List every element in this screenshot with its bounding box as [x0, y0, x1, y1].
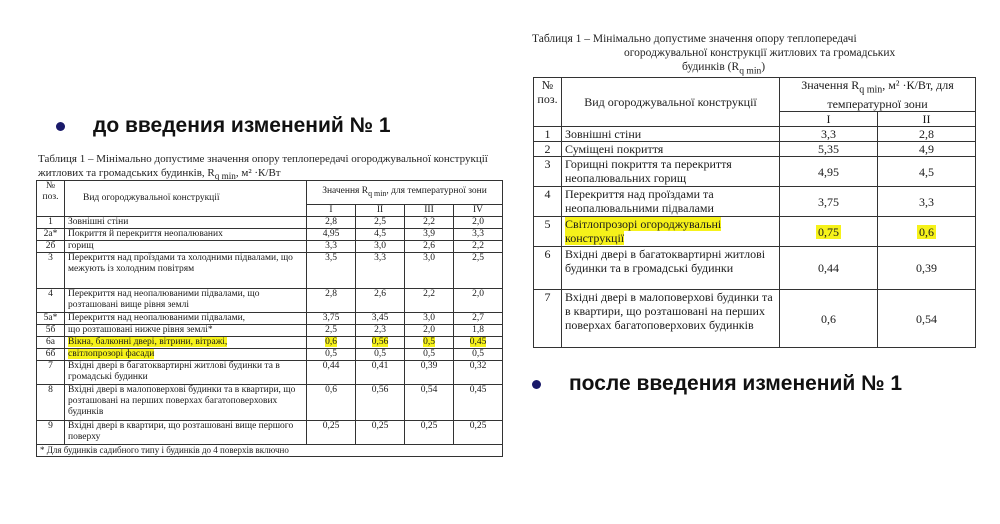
before-label-text: до введения изменений № 1: [93, 114, 391, 137]
row-type-text: горищ: [68, 241, 94, 251]
bullet-icon: [56, 122, 65, 131]
row-value-zone-2: [356, 313, 405, 325]
row-value-text: 0,56: [371, 337, 389, 347]
right-header-pos: № поз.: [534, 78, 562, 127]
table-row: [37, 337, 503, 349]
left-header-values-sub: q min: [368, 188, 387, 198]
row-value-zone-2: [878, 290, 976, 348]
row-value-zone-3: [405, 421, 454, 445]
row-type: [65, 241, 307, 253]
left-header-values-text: Значення R: [322, 186, 369, 197]
row-value-zone-1: [780, 142, 878, 157]
row-pos: 6б: [37, 349, 65, 361]
row-value-text: 0,45: [469, 337, 487, 347]
row-type: [562, 142, 780, 157]
after-changes-label: [532, 372, 902, 396]
row-value-text: 0,25: [420, 421, 438, 431]
row-value-zone-1: [307, 421, 356, 445]
row-type-text: Вхідні двері в багатоквартирні житлові будинки та в громадські будинки: [565, 247, 766, 276]
table-row: [37, 229, 503, 241]
row-value-zone-1: [307, 229, 356, 241]
row-pos: 3: [37, 253, 65, 289]
row-value-text: 3,3: [821, 127, 836, 142]
row-value-zone-2: [878, 247, 976, 290]
left-table-caption: [38, 152, 508, 183]
row-value-text: 3,0: [423, 313, 435, 323]
left-zone-4: IV: [454, 205, 503, 217]
row-value-zone-3: [405, 313, 454, 325]
row-value-zone-1: [307, 385, 356, 421]
row-value-text: 3,3: [919, 194, 934, 209]
row-type: [562, 157, 780, 187]
left-caption-sub: q min: [214, 171, 236, 182]
table-row: [37, 385, 503, 421]
row-pos: 2б: [37, 241, 65, 253]
row-value-text: 0,25: [469, 421, 487, 431]
row-value-zone-4: [454, 229, 503, 241]
row-value-zone-1: [780, 127, 878, 142]
left-table-note: * Для будинків садибного типу і будинків до 4 поверхів включно: [37, 445, 503, 457]
row-value-text: 0,56: [371, 385, 389, 395]
row-value-text: 2,2: [472, 241, 484, 251]
right-header-type: Вид огороджувальної конструкції: [562, 78, 780, 127]
row-value-text: 2,5: [472, 253, 484, 263]
left-note-row: [37, 445, 503, 457]
row-type: [65, 361, 307, 385]
row-value-text: 0,41: [371, 361, 389, 371]
row-type: [65, 325, 307, 337]
row-type-text: Вхідні двері в квартири, що розташовані вище першого поверху: [68, 421, 294, 442]
row-value-text: 0,32: [469, 361, 487, 371]
right-caption-line-3-sub: q min: [739, 65, 762, 77]
table-row: [534, 247, 976, 290]
table-row: [534, 290, 976, 348]
right-caption-line-3-text: будинків (R: [682, 61, 740, 73]
row-type-text: Перекриття над неопалюваними підвалами,: [68, 313, 246, 323]
row-value-zone-3: [405, 361, 454, 385]
row-type-text: Горищні покриття та перекриття неопалювальних горищ: [565, 157, 732, 186]
row-value-text: 2,2: [423, 289, 435, 299]
row-value-zone-4: [454, 241, 503, 253]
row-value-zone-2: [356, 337, 405, 349]
row-value-zone-2: [878, 217, 976, 247]
row-type: [65, 229, 307, 241]
row-value-text: 2,5: [374, 217, 386, 227]
row-value-text: 0,5: [423, 349, 435, 359]
row-value-text: 5,35: [818, 142, 839, 157]
bullet-icon: [532, 380, 541, 389]
row-type: [65, 289, 307, 313]
left-zone-3: III: [405, 205, 454, 217]
row-pos: 5а*: [37, 313, 65, 325]
row-type: [562, 247, 780, 290]
row-type-text: Вхідні двері в малоповерхові будинки та в квартири, що розташовані на перших поверхах багатоповерхових будинків: [565, 290, 773, 333]
right-table-container: [533, 77, 976, 348]
row-pos: 7: [37, 361, 65, 385]
row-value-text: 3,9: [423, 229, 435, 239]
row-value-zone-4: [454, 313, 503, 325]
row-value-text: 2,2: [423, 217, 435, 227]
row-value-text: 3,75: [322, 313, 340, 323]
row-value-zone-1: [307, 241, 356, 253]
left-header-values: [307, 181, 503, 205]
row-type: [65, 421, 307, 445]
right-caption-line-1: Таблиця 1 – Мінімально допустиме значення опору теплопередачі: [532, 33, 857, 45]
right-zone-2: II: [878, 112, 976, 127]
row-value-zone-4: [454, 385, 503, 421]
row-pos: 7: [534, 290, 562, 348]
row-value-text: 2,5: [325, 325, 337, 335]
left-zone-1: I: [307, 205, 356, 217]
row-value-text: 0,54: [916, 311, 937, 326]
row-pos: 2: [534, 142, 562, 157]
right-header-values-sub: q min: [859, 84, 883, 96]
left-caption-unit: , м² ·К/Вт: [235, 167, 281, 179]
row-type-text: світлопрозорі фасади: [68, 349, 155, 359]
row-type-text: Зовнішні стіни: [565, 127, 642, 142]
table-row: [37, 217, 503, 229]
row-value-zone-2: [356, 325, 405, 337]
before-changes-label: [56, 114, 391, 138]
row-value-text: 0,5: [472, 349, 484, 359]
row-type-text: Суміщені покриття: [565, 142, 664, 157]
row-value-zone-3: [405, 289, 454, 313]
row-value-zone-3: [405, 241, 454, 253]
table-row: [534, 217, 976, 247]
row-value-text: 3,5: [325, 253, 337, 263]
table-row: [37, 325, 503, 337]
row-pos: 8: [37, 385, 65, 421]
left-header-pos: № поз.: [37, 181, 65, 217]
row-value-zone-3: [405, 217, 454, 229]
row-value-text: 0,6: [919, 224, 934, 239]
row-pos: 4: [534, 187, 562, 217]
row-type: [562, 187, 780, 217]
row-value-text: 0,45: [469, 385, 487, 395]
row-value-text: 2,0: [472, 289, 484, 299]
row-value-zone-1: [780, 290, 878, 348]
table-row: [37, 349, 503, 361]
row-value-text: 2,8: [325, 217, 337, 227]
row-type-text: Перекриття над проїздами та неопалювальними підвалами: [565, 187, 714, 216]
row-value-zone-2: [878, 127, 976, 142]
row-type: [562, 127, 780, 142]
row-value-zone-3: [405, 337, 454, 349]
row-value-zone-1: [307, 349, 356, 361]
row-value-text: 2,0: [423, 325, 435, 335]
left-table-body: [37, 217, 503, 445]
table-row: [37, 313, 503, 325]
row-type: [65, 217, 307, 229]
row-value-zone-1: [307, 217, 356, 229]
row-value-text: 3,3: [472, 229, 484, 239]
right-zone-1: I: [780, 112, 878, 127]
row-value-zone-4: [454, 361, 503, 385]
row-value-zone-2: [356, 361, 405, 385]
row-value-text: 3,75: [818, 194, 839, 209]
row-value-text: 0,25: [322, 421, 340, 431]
row-value-zone-3: [405, 349, 454, 361]
row-value-zone-1: [307, 337, 356, 349]
right-caption-line-3: [532, 60, 978, 78]
row-value-zone-4: [454, 421, 503, 445]
right-header-values-tail: , м² ·К/Вт, для температурної зони: [827, 78, 954, 112]
row-value-zone-4: [454, 349, 503, 361]
row-value-zone-1: [780, 217, 878, 247]
row-value-zone-1: [307, 253, 356, 289]
row-value-zone-2: [878, 157, 976, 187]
row-value-text: 2,6: [374, 289, 386, 299]
row-type: [65, 385, 307, 421]
row-value-text: 2,3: [374, 325, 386, 335]
row-value-zone-2: [878, 187, 976, 217]
row-value-zone-3: [405, 325, 454, 337]
left-caption-text: Таблиця 1 – Мінімально допустиме значення опору теплопередачі огороджувальної конструкції житлових та громадських будинків, R: [38, 153, 488, 179]
left-table-container: [36, 180, 503, 457]
after-table: [533, 77, 976, 348]
left-header-values-tail: , для температурної зони: [386, 186, 487, 197]
row-value-text: 4,5: [919, 164, 934, 179]
row-value-zone-4: [454, 325, 503, 337]
row-value-zone-1: [307, 361, 356, 385]
row-value-zone-4: [454, 337, 503, 349]
row-value-zone-4: [454, 253, 503, 289]
row-value-text: 0,5: [374, 349, 386, 359]
table-row: [534, 127, 976, 142]
right-caption-line-3-tail: ): [761, 61, 766, 73]
row-value-zone-2: [356, 253, 405, 289]
left-header-type: Вид огороджувальної конструкції: [65, 181, 307, 217]
row-value-text: 2,6: [423, 241, 435, 251]
row-type: [562, 217, 780, 247]
row-pos: 1: [37, 217, 65, 229]
left-zone-2: II: [356, 205, 405, 217]
row-value-text: 3,3: [325, 241, 337, 251]
row-value-zone-2: [356, 241, 405, 253]
row-value-zone-3: [405, 253, 454, 289]
row-pos: 2а*: [37, 229, 65, 241]
table-row: [37, 289, 503, 313]
row-value-text: 4,95: [818, 164, 839, 179]
row-value-zone-2: [356, 349, 405, 361]
row-value-zone-3: [405, 229, 454, 241]
row-type-text: Вікна, балконні двері, вітрини, вітражі,: [68, 337, 228, 347]
row-pos: 9: [37, 421, 65, 445]
row-value-zone-1: [307, 289, 356, 313]
row-pos: 6: [534, 247, 562, 290]
row-value-text: 3,0: [374, 241, 386, 251]
before-table: [36, 180, 503, 457]
row-type: [562, 290, 780, 348]
row-type: [65, 253, 307, 289]
row-value-text: 3,3: [374, 253, 386, 263]
table-row: [534, 142, 976, 157]
row-type-text: що розташовані нижче рівня землі*: [68, 325, 213, 335]
row-value-text: 0,44: [322, 361, 340, 371]
row-value-zone-1: [780, 157, 878, 187]
row-type: [65, 313, 307, 325]
table-row: [534, 157, 976, 187]
row-value-text: 0,25: [371, 421, 389, 431]
row-value-text: 2,8: [919, 127, 934, 142]
row-pos: 5б: [37, 325, 65, 337]
right-header-values: [780, 78, 976, 112]
row-type-text: Зовнішні стіни: [68, 217, 129, 227]
row-value-text: 3,45: [371, 313, 389, 323]
row-value-zone-2: [356, 229, 405, 241]
row-type-text: Перекриття над неопалюваними підвалами, що розташовані вище рівня землі: [68, 289, 260, 310]
table-row: [37, 241, 503, 253]
row-value-zone-1: [780, 187, 878, 217]
row-value-zone-1: [780, 247, 878, 290]
right-table-caption: [532, 32, 978, 78]
row-value-text: 2,7: [472, 313, 484, 323]
row-value-text: 2,8: [325, 289, 337, 299]
row-type: [65, 337, 307, 349]
left-header-row: [37, 181, 503, 205]
row-pos: 4: [37, 289, 65, 313]
row-value-text: 2,0: [472, 217, 484, 227]
row-value-zone-3: [405, 385, 454, 421]
row-pos: 6а: [37, 337, 65, 349]
row-value-zone-2: [356, 385, 405, 421]
right-header-row: [534, 78, 976, 112]
row-value-zone-1: [307, 313, 356, 325]
row-value-text: 4,95: [322, 229, 340, 239]
row-value-text: 0,54: [420, 385, 438, 395]
row-value-text: 0,39: [420, 361, 438, 371]
row-value-text: 4,5: [374, 229, 386, 239]
row-value-text: 3,0: [423, 253, 435, 263]
row-type-text: Вхідні двері в багатоквартирні житлові будинки та в громадські будинки: [68, 361, 280, 382]
row-value-text: 0,44: [818, 261, 839, 276]
after-label-text: после введения изменений № 1: [569, 372, 903, 395]
row-pos: 5: [534, 217, 562, 247]
right-caption-line-2: огороджувальної конструкції житлових та громадських: [624, 47, 896, 59]
row-value-zone-2: [356, 289, 405, 313]
right-header-values-text: Значення R: [801, 78, 860, 92]
row-pos: 3: [534, 157, 562, 187]
table-row: [37, 253, 503, 289]
row-type-text: Перекриття над проїздами та холодними підвалами, що межують із холодним повітрям: [68, 253, 293, 274]
row-value-text: 0,39: [916, 261, 937, 276]
row-type: [65, 349, 307, 361]
table-row: [534, 187, 976, 217]
row-value-zone-2: [356, 421, 405, 445]
table-row: [37, 421, 503, 445]
row-value-text: 0,5: [423, 337, 435, 347]
row-value-text: 0,5: [325, 349, 337, 359]
table-row: [37, 361, 503, 385]
row-value-text: 4,9: [919, 142, 934, 157]
row-value-text: 0,6: [821, 311, 836, 326]
row-value-zone-1: [307, 325, 356, 337]
row-type-text: Світлопрозорі огороджувальні конструкції: [565, 217, 722, 246]
right-table-body: [534, 127, 976, 348]
row-value-zone-2: [356, 217, 405, 229]
row-value-text: 1,8: [472, 325, 484, 335]
row-type-text: Покриття й перекриття неопалюваних: [68, 229, 223, 239]
row-value-zone-2: [878, 142, 976, 157]
row-value-text: 0,6: [325, 337, 337, 347]
row-value-text: 0,75: [818, 224, 839, 239]
row-value-text: 0,6: [325, 385, 337, 395]
row-value-zone-4: [454, 217, 503, 229]
row-value-zone-4: [454, 289, 503, 313]
row-type-text: Вхідні двері в малоповерхові будинки та в квартири, що розташовані на перших поверхах багатоповерхових будинків: [68, 385, 296, 417]
row-pos: 1: [534, 127, 562, 142]
